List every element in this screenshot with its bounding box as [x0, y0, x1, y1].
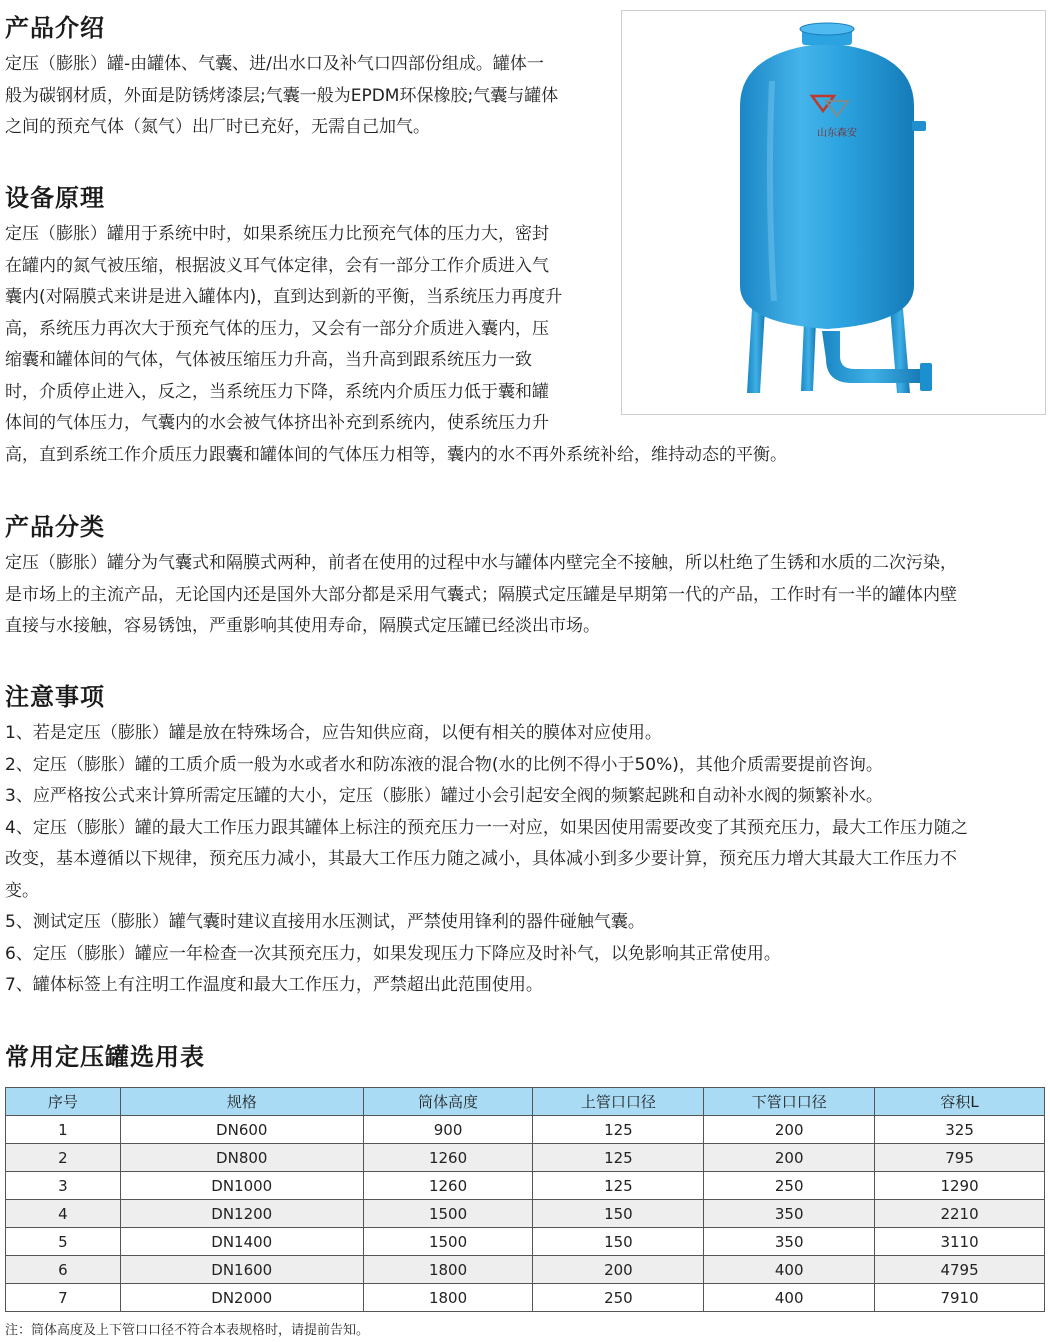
- table-cell: 200: [704, 1116, 875, 1144]
- note-item: 变。: [5, 880, 39, 901]
- table-cell: 125: [533, 1144, 704, 1172]
- table-cell: 2210: [875, 1200, 1045, 1228]
- table-cell: 1260: [363, 1144, 533, 1172]
- note-item: 7、罐体标签上有注明工作温度和最大工作压力，严禁超出此范围使用。: [5, 975, 543, 995]
- table-cell: DN2000: [120, 1284, 363, 1312]
- note-item: 6、定压（膨胀）罐应一年检查一次其预充压力，如果发现压力下降应及时补气，以免影响其正常使用。: [5, 943, 781, 964]
- table-cell: 150: [533, 1200, 704, 1228]
- table-cell: 400: [704, 1256, 875, 1284]
- intro-line: 般为碳钢材质，外面是防锈烤漆层;气囊一般为EPDM环保橡胶;气囊与罐体: [5, 85, 559, 106]
- principle-line: 缩囊和罐体间的气体，气体被压缩压力升高，当升高到跟系统压力一致: [5, 350, 532, 370]
- classification-line: 是市场上的主流产品，无论国内还是国外大部分都是采用气囊式；隔膜式定压罐是早期第一代的产品，工作时有一半的罐体内壁: [5, 584, 957, 605]
- table-cell: 250: [704, 1172, 875, 1200]
- table-cell: 1260: [363, 1172, 533, 1200]
- table-row: [6, 1200, 1045, 1228]
- section-title-principle: 设备原理: [5, 184, 105, 212]
- table-cell: 900: [363, 1116, 533, 1144]
- header-bottom-pipe: 下管口口径: [704, 1088, 875, 1116]
- table-cell: 7: [6, 1284, 121, 1312]
- section-title-intro: 产品介绍: [5, 14, 105, 42]
- table-cell: 325: [875, 1116, 1045, 1144]
- intro-line: 定压（膨胀）罐-由罐体、气囊、进/出水口及补气口四部份组成。罐体一: [5, 54, 544, 74]
- table-cell: 200: [704, 1144, 875, 1172]
- principle-line: 体间的气体压力，气囊内的水会被气体挤出补充到系统内，使系统压力升: [5, 413, 549, 433]
- brand-logo-text: 山东森安: [817, 128, 857, 139]
- table-cell: 250: [533, 1284, 704, 1312]
- principle-line: 囊内(对隔膜式来讲是进入罐体内)，直到达到新的平衡，当系统压力再度升: [5, 287, 563, 307]
- table-cell: 200: [533, 1256, 704, 1284]
- header-top-pipe: 上管口口径: [533, 1088, 704, 1116]
- header-height: 筒体高度: [363, 1088, 533, 1116]
- table-cell: DN1000: [120, 1172, 363, 1200]
- table-row: [6, 1284, 1045, 1312]
- classification-line: 定压（膨胀）罐分为气囊式和隔膜式两种，前者在使用的过程中水与罐体内壁完全不接触，所以杜绝了生锈和水质的二次污染，: [5, 553, 957, 573]
- note-item: 改变，基本遵循以下规律，预充压力减小，其最大工作压力随之减小，具体减小到多少要计算，预充压力增大其最大工作压力不: [5, 849, 957, 869]
- table-cell: 150: [533, 1228, 704, 1256]
- table-cell: 5: [6, 1228, 121, 1256]
- header-volume: 容积L: [875, 1088, 1045, 1116]
- product-photo: [621, 10, 1046, 415]
- table-cell: 1800: [363, 1256, 533, 1284]
- table-cell: 350: [704, 1200, 875, 1228]
- table-cell: 1500: [363, 1200, 533, 1228]
- table-cell: 125: [533, 1172, 704, 1200]
- table-cell: DN1200: [120, 1200, 363, 1228]
- table-row: [6, 1172, 1045, 1200]
- table-cell: DN600: [120, 1116, 363, 1144]
- table-cell: 795: [875, 1144, 1045, 1172]
- principle-line: 高，直到系统工作介质压力跟囊和罐体间的气体压力相等，囊内的水不再外系统补给，维持动态的平衡。: [5, 444, 787, 465]
- table-cell: DN800: [120, 1144, 363, 1172]
- table-cell: 4: [6, 1200, 121, 1228]
- table-cell: 400: [704, 1284, 875, 1312]
- table-row: [6, 1256, 1045, 1284]
- note-item: 1、若是定压（膨胀）罐是放在特殊场合，应告知供应商，以便有相关的膜体对应使用。: [5, 723, 662, 743]
- table-cell: DN1600: [120, 1256, 363, 1284]
- table-cell: 6: [6, 1256, 121, 1284]
- table-cell: 2: [6, 1144, 121, 1172]
- table-cell: 7910: [875, 1284, 1045, 1312]
- intro-line: 之间的预充气体（氮气）出厂时已充好，无需自己加气。: [5, 117, 430, 137]
- section-title-notes: 注意事项: [5, 683, 105, 711]
- note-item: 3、应严格按公式来计算所需定压罐的大小，定压（膨胀）罐过小会引起安全阀的频繁起跳和自动补水阀的频繁补水。: [5, 786, 883, 806]
- table-cell: 125: [533, 1116, 704, 1144]
- table-row: [6, 1144, 1045, 1172]
- table-cell: 4795: [875, 1256, 1045, 1284]
- table-row: [6, 1228, 1045, 1256]
- table-footnote: 注：筒体高度及上下管口口径不符合本表规格时，请提前告知。: [5, 1323, 370, 1338]
- table-cell: 350: [704, 1228, 875, 1256]
- table-cell: 3: [6, 1172, 121, 1200]
- table-cell: 1800: [363, 1284, 533, 1312]
- note-item: 5、测试定压（膨胀）罐气囊时建议直接用水压测试，严禁使用锋利的器件碰触气囊。: [5, 912, 645, 932]
- principle-line: 高，系统压力再次大于预充气体的压力，又会有一部分介质进入囊内，压: [5, 318, 549, 339]
- table-row: [6, 1116, 1045, 1144]
- principle-line: 在罐内的氮气被压缩，根据波义耳气体定律，会有一部分工作介质进入气: [5, 255, 549, 276]
- table-cell: DN1400: [120, 1228, 363, 1256]
- table-header-row: [6, 1088, 1045, 1116]
- table-cell: 3110: [875, 1228, 1045, 1256]
- classification-line: 直接与水接触，容易锈蚀，严重影响其使用寿命，隔膜式定压罐已经淡出市场。: [5, 616, 600, 636]
- table-cell: 1290: [875, 1172, 1045, 1200]
- principle-line: 定压（膨胀）罐用于系统中时，如果系统压力比预充气体的压力大，密封: [5, 224, 549, 244]
- section-title-classification: 产品分类: [5, 513, 105, 541]
- header-index: 序号: [6, 1088, 121, 1116]
- principle-line: 时，介质停止进入，反之，当系统压力下降，系统内介质压力低于囊和罐: [5, 381, 549, 402]
- table-cell: 1500: [363, 1228, 533, 1256]
- pressure-tank-image: [622, 11, 1045, 414]
- note-item: 2、定压（膨胀）罐的工质介质一般为水或者水和防冻液的混合物(水的比例不得小于50%)，其他介质需要提前咨询。: [5, 754, 883, 775]
- header-spec: 规格: [120, 1088, 363, 1116]
- note-item: 4、定压（膨胀）罐的最大工作压力跟其罐体上标注的预充压力一一对应，如果因使用需要改变了其预充压力，最大工作压力随之: [5, 817, 968, 838]
- table-cell: 1: [6, 1116, 121, 1144]
- selection-table: [5, 1087, 1045, 1312]
- section-title-table: 常用定压罐选用表: [5, 1043, 205, 1071]
